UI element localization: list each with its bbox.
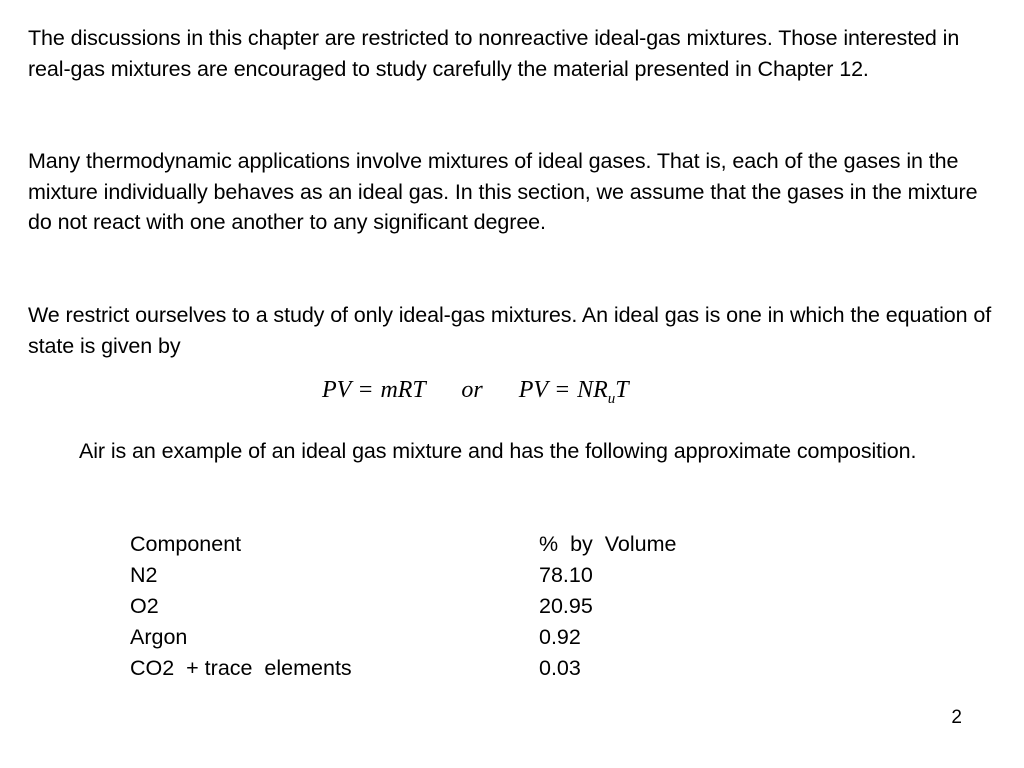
equation-subscript: u [607, 391, 616, 407]
component-percent: 0.92 [539, 625, 581, 649]
header-percent-volume: % by Volume [539, 532, 677, 556]
component-name: O2 [130, 594, 159, 618]
equation-rhs-2: $NR_uT$ [577, 377, 629, 407]
table-row [130, 653, 676, 684]
intro-paragraph: The discussions in this chapter are restricted to nonreactive ideal-gas mixtures. Those interested in real-gas mixtures are encouraged to study carefully the material presented in Chapter 12. [28, 26, 960, 81]
component-percent: 20.95 [539, 594, 593, 618]
air-composition-table [130, 529, 676, 684]
table-header-row [130, 529, 676, 560]
air-composition-paragraph: Air is an example of an ideal gas mixture and has the following approximate composition. [79, 439, 917, 463]
equation-lhs-2: PV [518, 377, 548, 403]
equation-rhs-1: mRT [380, 377, 426, 403]
ideal-gas-equation [322, 374, 629, 406]
equation-equals-1: = [358, 377, 373, 403]
equation-lhs-1: PV [322, 377, 351, 403]
equation-equals-2: = [555, 377, 570, 403]
component-percent: 0.03 [539, 656, 581, 680]
equation-connector: or [461, 377, 483, 403]
table-row [130, 622, 676, 653]
header-component: Component [130, 532, 242, 556]
table-row [130, 591, 676, 622]
component-name: N2 [130, 563, 158, 587]
component-percent: 78.10 [539, 563, 593, 587]
mixtures-paragraph: Many thermodynamic applications involve mixtures of ideal gases. That is, each of the gases in the mixture individually behaves as an ideal gas. In this section, we assume that the gases in the mixture do not react with one another to any significant degree. [28, 149, 978, 235]
page-number: 2 [951, 707, 962, 728]
equation-of-state-paragraph: We restrict ourselves to a study of only ideal-gas mixtures. An ideal gas is one in which the equation of state is given by [28, 303, 992, 358]
table-row [130, 560, 676, 591]
component-name: CO2 + trace elements [130, 656, 352, 680]
component-name: Argon [130, 625, 188, 649]
